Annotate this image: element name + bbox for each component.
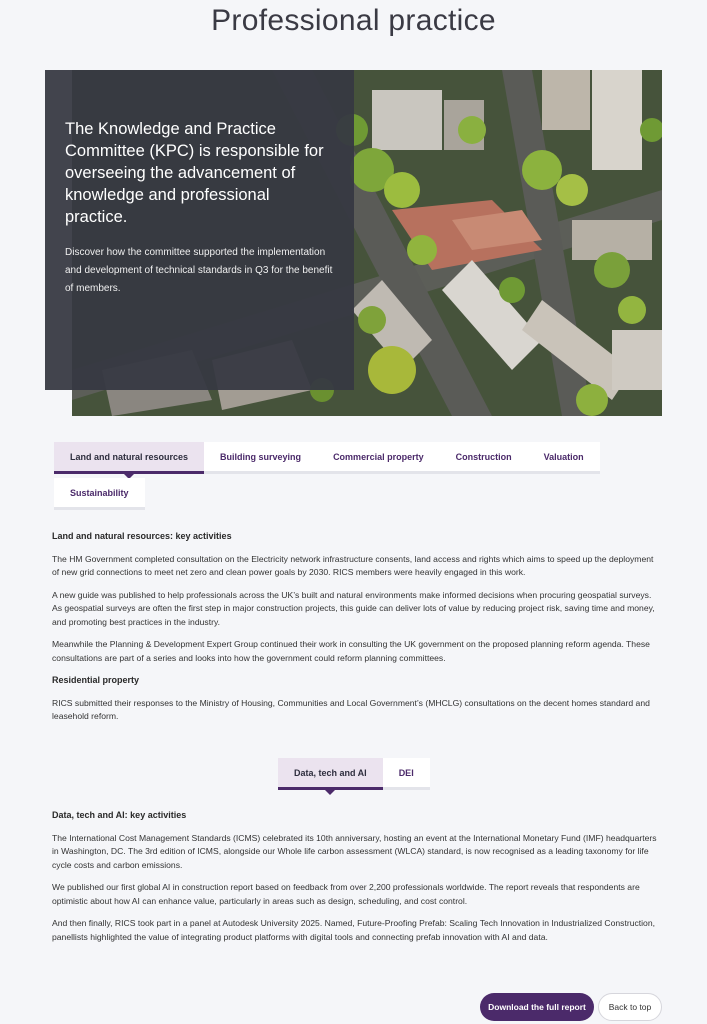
data-tech-heading: Data, tech and AI: key activities [52, 810, 187, 820]
data-tech-paragraph-1: The International Cost Management Standards (ICMS) celebrated its 10th anniversary, hosting an event at the International Monetary Fund (IMF) headquarters in Washington, DC. The 3rd edition of ICMS, alongside our Whole life carbon assessment (WLCA) standard, is now recognised as a leading taxonomy for life cycle costs and carbon emissions. [52, 832, 657, 870]
tab-land-and-natural-resources[interactable]: Land and natural resources [54, 442, 204, 474]
hero-heading: The Knowledge and Practice Committee (KPC) is responsible for overseeing the advancement of knowledge and professional practice. [65, 120, 324, 226]
residential-paragraph: RICS submitted their responses to the Ministry of Housing, Communities and Local Government’s (MHCLG) consultations on the decent homes standard and leasehold reform. [52, 697, 650, 721]
data-tech-paragraph-3: And then finally, RICS took part in a panel at Autodesk University 2025. Named, Future-Proofing Prefab: Scaling Tech Innovation in Industrialized Construction, panellists highlighted the value of integrating product platforms with digital tools and connecting prefab innovation with AI and data. [52, 918, 656, 942]
land-natural-resources-panel [52, 530, 660, 733]
land-heading: Land and natural resources: key activities [52, 531, 232, 541]
tab-dei[interactable]: DEI [383, 758, 430, 790]
hero-body: Discover how the committee supported the implementation and development of technical standards in Q3 for the benefit of members. [65, 247, 333, 294]
topic-tabs [278, 758, 430, 794]
residential-heading: Residential property [52, 675, 140, 685]
tab-data-tech-ai[interactable]: Data, tech and AI [278, 758, 383, 790]
tab-commercial-property[interactable]: Commercial property [317, 442, 440, 474]
back-to-top-button[interactable]: Back to top [598, 993, 662, 1021]
land-paragraph-3: Meanwhile the Planning & Development Expert Group continued their work in consulting the UK government on the proposed planning reform agenda. These consultations are part of a series and looks into how the government could reform planning committees. [52, 639, 650, 663]
download-report-button[interactable]: Download the full report [480, 993, 594, 1021]
tab-valuation[interactable]: Valuation [528, 442, 600, 474]
sector-tabs [54, 442, 614, 514]
data-tech-ai-panel [52, 809, 660, 953]
data-tech-paragraph-2: We published our first global AI in construction report based on feedback from over 2,200 professionals worldwide. The report reveals that respondents are optimistic about how AI can enhance value, particularly in areas such as design, scheduling, and cost control. [52, 882, 640, 906]
tab-construction[interactable]: Construction [440, 442, 528, 474]
hero-text-panel [45, 70, 354, 390]
land-paragraph-1: The HM Government completed consultation on the Electricity network infrastructure consents, land access and rights which aims to speed up the deployment of new grid connections to meet net zero and clean power goals by 2030. RICS members were heavily engaged in this work. [52, 553, 654, 577]
land-paragraph-2: A new guide was published to help professionals across the UK’s built and natural environments make informed decisions when procuring geospatial surveys. As geospatial surveys are often the first step in major construction projects, this guide can deliver lots of value by reducing project risk, saving time and money, and promoting best practices in the industry. [52, 589, 655, 627]
page-title: Professional practice [211, 4, 496, 37]
tab-sustainability[interactable]: Sustainability [54, 478, 145, 510]
tab-building-surveying[interactable]: Building surveying [204, 442, 317, 474]
